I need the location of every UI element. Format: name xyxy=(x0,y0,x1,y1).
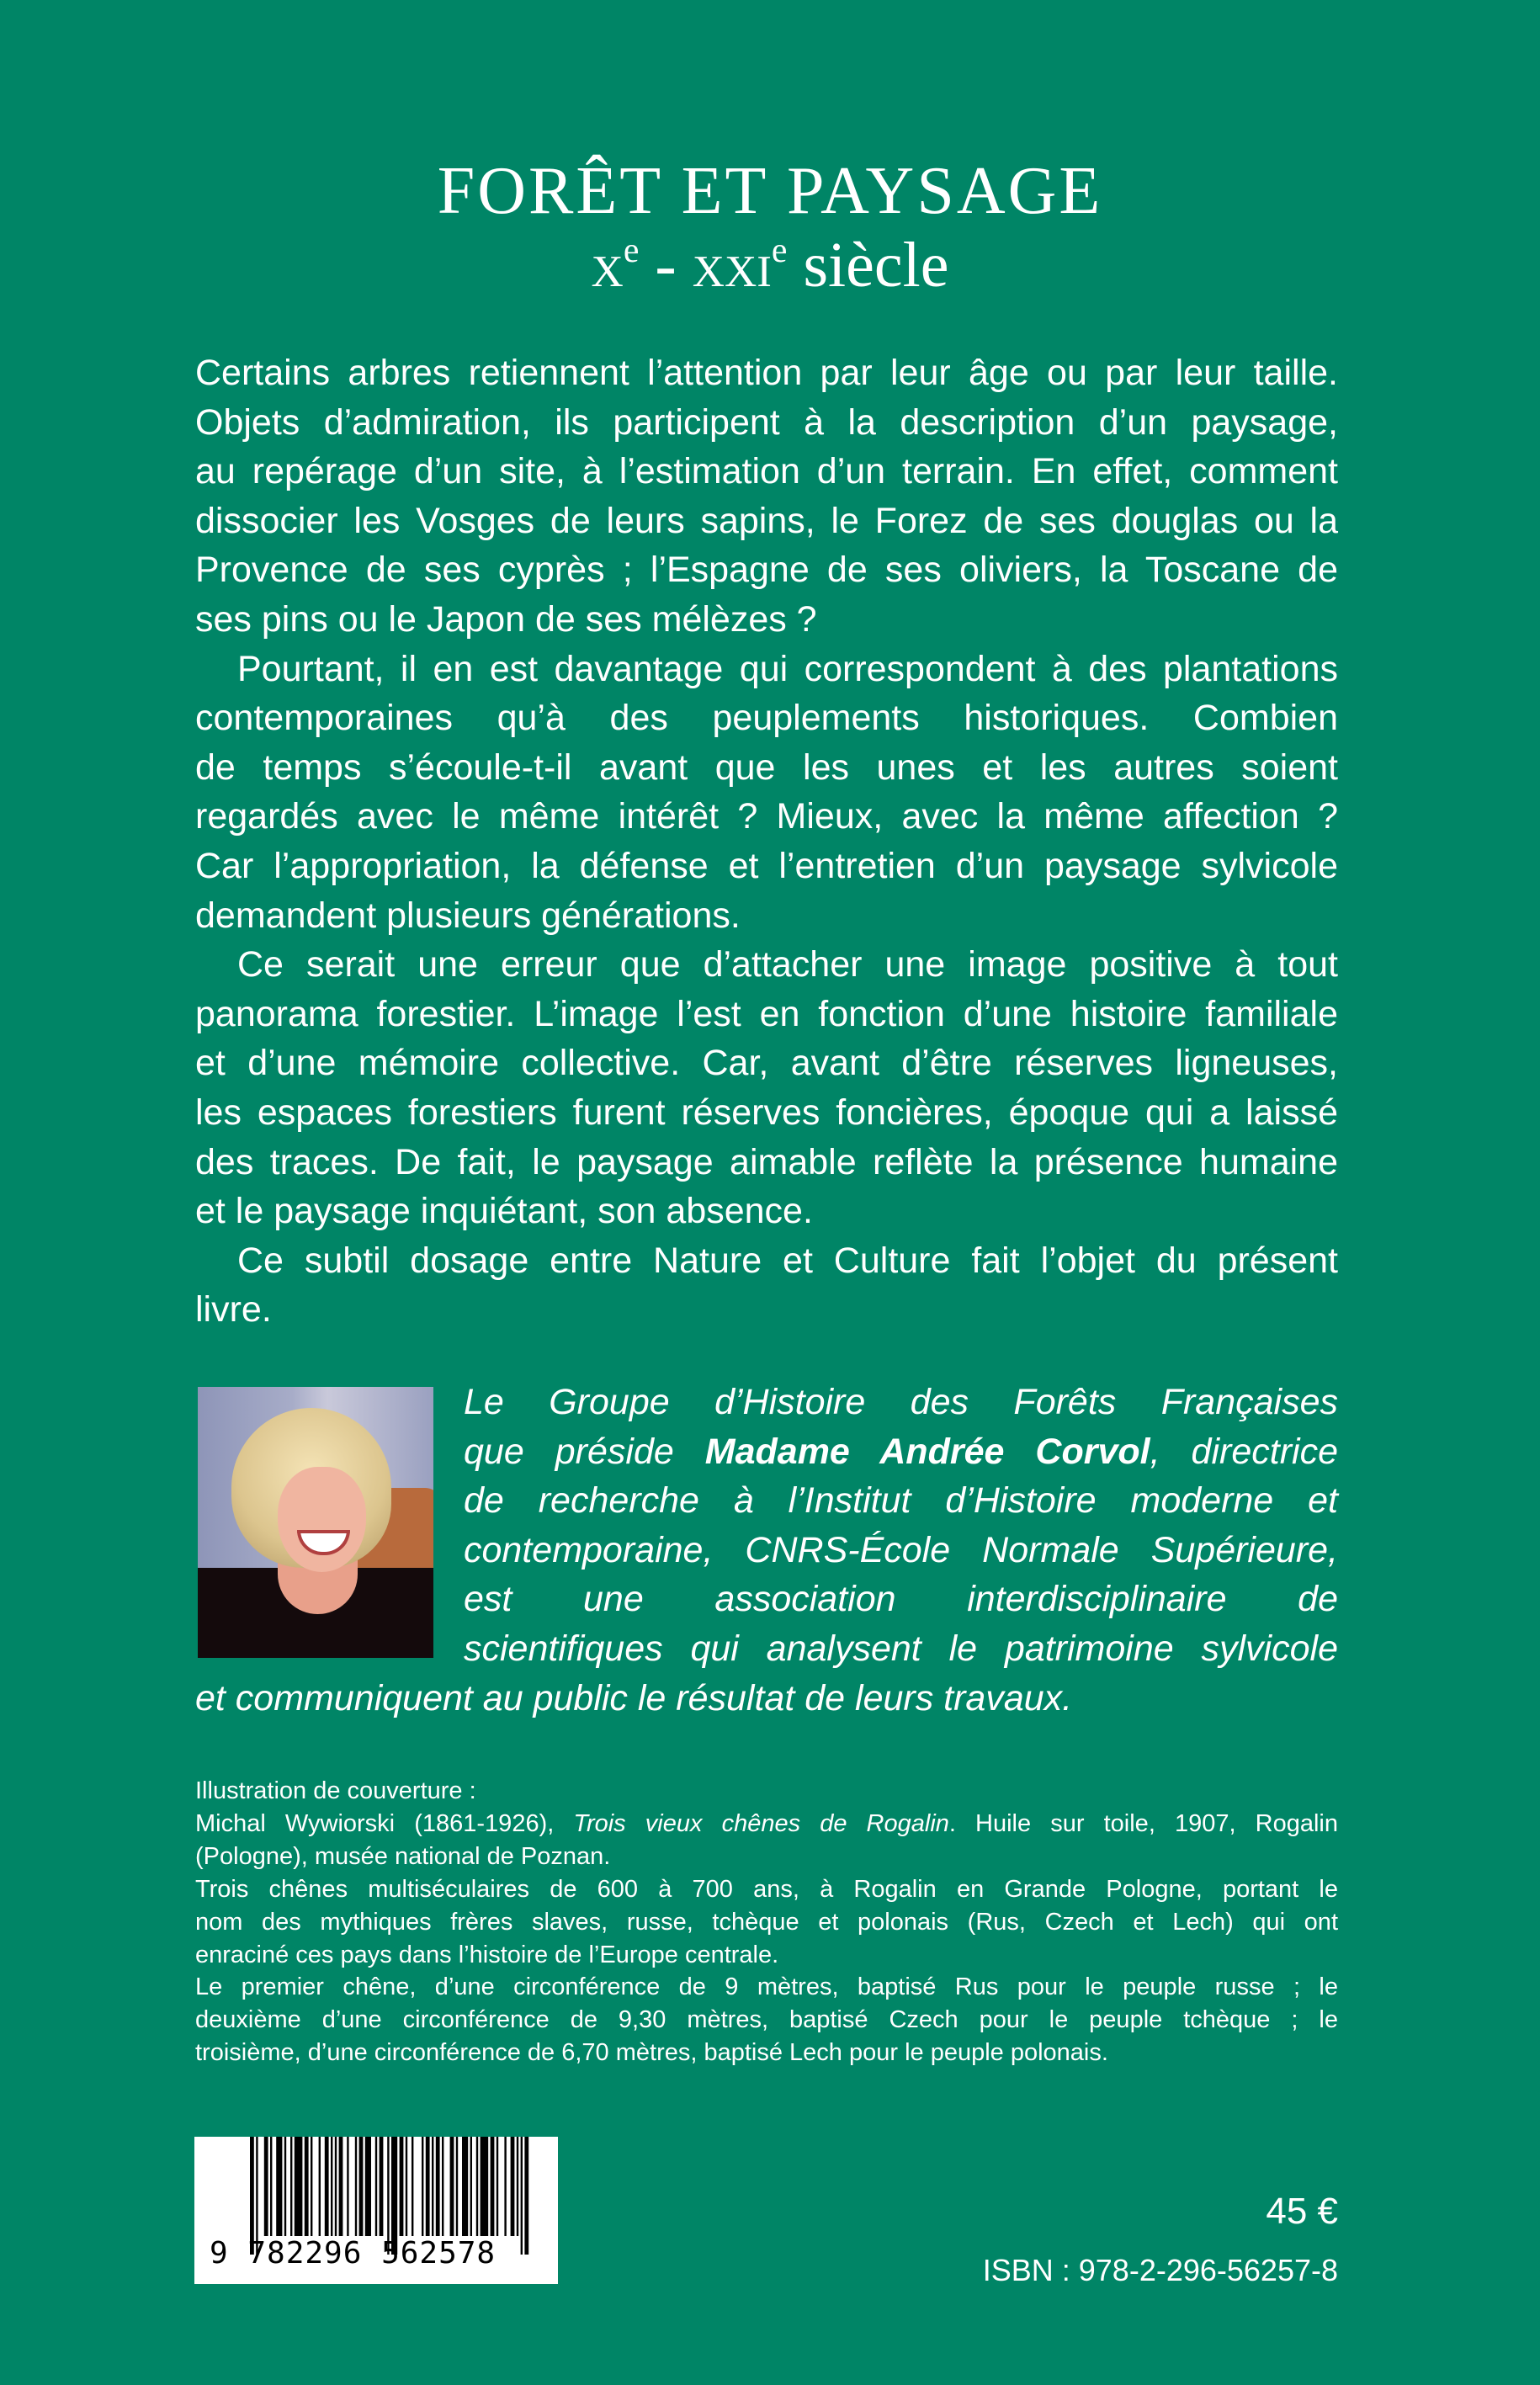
body-line: des traces. De fait, le paysage aimable reflète la présence humaine xyxy=(195,1141,1338,1182)
barcode-bar xyxy=(295,2137,303,2236)
barcode-bar xyxy=(481,2137,489,2236)
body-line: Car l’appropriation, la défense et l’entretien d’un paysage sylvicole xyxy=(195,846,1338,886)
barcode-bar xyxy=(436,2137,440,2236)
book-title: FORÊT ET PAYSAGE xyxy=(437,154,1103,228)
text-segment: de recherche à l’Institut d’Histoire moderne et xyxy=(464,1480,1338,1522)
body-line: dissocier les Vosges de leurs sapins, le Forez de ses douglas ou la xyxy=(195,500,1338,541)
barcode-bar xyxy=(380,2137,384,2236)
text-segment: Le premier chêne, d’une circonférence de 9 mètres, baptisé Rus pour le peuple russe ; le xyxy=(195,1973,1338,2001)
caption-line xyxy=(195,2037,1338,2069)
barcode-digits: 9 782296 562578 xyxy=(210,2236,497,2271)
barcode-bar xyxy=(270,2137,272,2236)
bio-line xyxy=(464,1624,1338,1673)
barcode-bar xyxy=(442,2137,443,2236)
body-line: Ce serait une erreur que d’attacher une image positive à tout xyxy=(237,944,1338,985)
body-line: et d’une mémoire collective. Car, avant d’être réserves ligneuses, xyxy=(195,1043,1338,1084)
caption-line xyxy=(195,1775,1338,1808)
barcode-bar xyxy=(422,2137,423,2236)
barcode-bar xyxy=(290,2137,292,2236)
barcode-bar xyxy=(365,2137,371,2236)
author-photo xyxy=(198,1387,433,1658)
barcode-bar xyxy=(311,2137,312,2236)
barcode-bar xyxy=(476,2137,478,2236)
caption-line xyxy=(195,1971,1338,2004)
barcode-bar xyxy=(339,2137,343,2236)
artwork-title: Trois vieux chênes de Rogalin xyxy=(573,1809,949,1837)
separator: - xyxy=(639,230,693,300)
superscript: e xyxy=(623,231,640,270)
text-segment: et communiquent au public le résultat de leurs travaux. xyxy=(195,1677,1073,1718)
barcode-bar xyxy=(497,2137,498,2236)
text-segment: scientifiques qui analysent le patrimoine sylvicole xyxy=(464,1628,1338,1669)
text-segment: troisième, d’une circonférence de 6,70 mètres, baptisé Lech pour le peuple polonais. xyxy=(195,2039,1108,2067)
barcode-bar xyxy=(305,2137,309,2236)
barcode-bar xyxy=(347,2137,348,2236)
body-line: Ce subtil dosage entre Nature et Culture fait l’objet du présent xyxy=(237,1240,1338,1281)
bio-line xyxy=(195,1674,1338,1723)
barcode-bar xyxy=(375,2137,377,2236)
barcode-bar xyxy=(426,2137,430,2236)
barcode-bar xyxy=(491,2137,495,2236)
caption-line xyxy=(195,1873,1338,1906)
barcode-bar xyxy=(504,2137,506,2236)
bio-line xyxy=(464,1378,1338,1426)
text-segment: Le Groupe d’Histoire des Forêts Françaises xyxy=(464,1382,1338,1422)
body-line: Objets d’admiration, ils participent à la description d’un paysage, xyxy=(195,401,1338,443)
barcode-bar xyxy=(335,2137,337,2236)
body-line: livre. xyxy=(195,1289,272,1331)
barcode-bar xyxy=(412,2137,413,2236)
body-line: et le paysage inquiétant, son absence. xyxy=(195,1191,813,1232)
body-line: au repérage d’un site, à l’estimation d’un terrain. En effet, comment xyxy=(195,451,1338,492)
barcode-bar xyxy=(511,2137,515,2236)
bold-name: Madame Andrée Corvol xyxy=(704,1431,1150,1472)
barcode-bar xyxy=(400,2137,404,2236)
century-start: x xyxy=(591,230,624,300)
barcode-bar xyxy=(517,2137,518,2236)
barcode-bar xyxy=(325,2137,329,2236)
text-segment: , directrice xyxy=(1150,1431,1338,1472)
body-line: Certains arbres retiennent l’attention par leur âge ou par leur taille. xyxy=(195,353,1338,393)
body-line: Provence de ses cyprès ; l’Espagne de ses oliviers, la Toscane de xyxy=(195,550,1338,591)
caption-line xyxy=(195,1841,1338,1873)
book-subtitle xyxy=(0,229,1540,302)
siecle-word: siècle xyxy=(787,230,949,300)
barcode-bar xyxy=(264,2137,268,2236)
superscript: e xyxy=(771,231,788,270)
barcode-bar xyxy=(359,2137,364,2236)
body-line: panorama forestier. L’image l’est en fonction d’une histoire familiale xyxy=(195,993,1338,1034)
body-line: Pourtant, il en est davantage qui correspondent à des plantations xyxy=(237,648,1338,689)
text-segment: Trois chênes multiséculaires de 600 à 700 ans, à Rogalin en Grande Pologne, portant le xyxy=(195,1875,1338,1903)
barcode-bar xyxy=(521,2137,523,2255)
barcode-bar xyxy=(319,2137,321,2236)
barcode-bar xyxy=(284,2137,286,2236)
barcode-bar xyxy=(432,2137,433,2236)
barcode-bar xyxy=(331,2137,332,2236)
text-segment: est une association interdisciplinaire de xyxy=(464,1579,1338,1620)
text-segment: Michal Wywiorski (1861-1926), xyxy=(195,1809,574,1837)
barcode-bar xyxy=(355,2137,357,2236)
bio-line xyxy=(464,1476,1338,1525)
barcode xyxy=(194,2137,558,2284)
body-line: les espaces forestiers furent réserves foncières, époque qui a laissé xyxy=(195,1092,1338,1133)
text-segment: . Huile sur toile, 1907, Rogalin xyxy=(948,1809,1338,1837)
price: 45 € xyxy=(1266,2191,1338,2232)
caption-line xyxy=(195,1906,1338,1939)
barcode-bar xyxy=(456,2137,458,2236)
bio-line xyxy=(464,1526,1338,1575)
bio-line xyxy=(464,1427,1338,1476)
text-segment: deuxième d’une circonférence de 9,30 mètres, baptisé Czech pour le peuple tchèque ; le xyxy=(195,2006,1338,2034)
caption-line xyxy=(195,2004,1338,2037)
body-line: demandent plusieurs générations. xyxy=(195,895,741,936)
text-segment: contemporaine, CNRS-École Normale Supérieure, xyxy=(464,1529,1338,1570)
body-line: regardés avec le même intérêt ? Mieux, avec la même affection ? xyxy=(195,796,1338,837)
barcode-bar xyxy=(470,2137,472,2236)
century-end: xxi xyxy=(692,230,772,300)
barcode-bar xyxy=(462,2137,468,2236)
caption-line xyxy=(195,1808,1338,1841)
barcode-bar xyxy=(450,2137,454,2236)
text-segment: que préside xyxy=(464,1431,705,1472)
text-segment: Illustration de couverture : xyxy=(195,1777,476,1804)
body-line: de temps s’écoule-t-il avant que les unes et les autres soient xyxy=(195,746,1338,788)
barcode-bar xyxy=(276,2137,282,2236)
text-segment: nom des mythiques frères slaves, russe, tchèque et polonais (Rus, Czech et Lech) qui ont xyxy=(195,1908,1338,1936)
body-line: ses pins ou le Japon de ses mélèzes ? xyxy=(195,599,817,640)
text-segment: (Pologne), musée national de Poznan. xyxy=(195,1842,611,1870)
barcode-bar xyxy=(406,2137,407,2236)
barcode-bar xyxy=(524,2137,528,2255)
isbn: ISBN : 978-2-296-56257-8 xyxy=(982,2253,1338,2287)
body-line: contemporaines qu’à des peuplements historiques. Combien xyxy=(195,698,1338,739)
bio-line xyxy=(464,1575,1338,1623)
text-segment: enraciné ces pays dans l’histoire de l’Europe centrale. xyxy=(195,1941,779,1968)
caption-line xyxy=(195,1939,1338,1972)
